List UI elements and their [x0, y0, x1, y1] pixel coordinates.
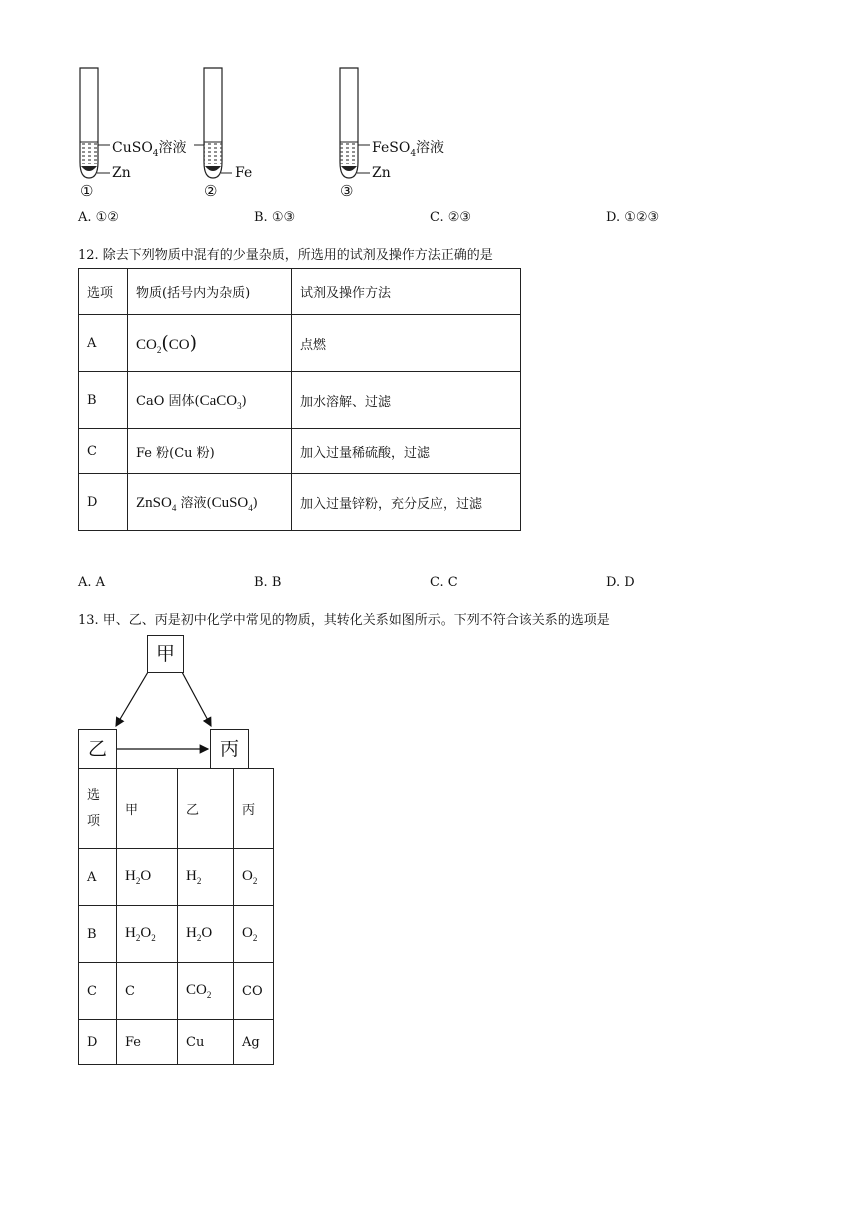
header-method: 试剂及操作方法: [292, 269, 521, 315]
table-row: [79, 429, 521, 474]
cell-bing: $O_2$: [234, 906, 274, 963]
node-bing: 丙: [210, 729, 249, 769]
cell-bing: CO: [234, 963, 274, 1020]
cell-yi: Cu: [178, 1020, 234, 1065]
q11-option-a[interactable]: A. ①②: [78, 210, 119, 225]
row-method: 加水溶解、过滤: [292, 372, 521, 429]
q11-option-b[interactable]: B. ①③: [254, 210, 296, 225]
row-option: C: [79, 429, 128, 474]
row-option: B: [79, 372, 128, 429]
row-option: A: [79, 315, 128, 372]
row-substance: Fe 粉(Cu 粉): [128, 429, 292, 474]
cell-jia: C: [117, 963, 178, 1020]
tube-2-metal-label: Fe: [235, 165, 253, 181]
table-row: [79, 474, 521, 531]
q11-option-c[interactable]: C. ②③: [430, 210, 472, 225]
table-row: [79, 963, 274, 1020]
row-substance: ZnSO$_4$ 溶液(CuSO$_4$): [128, 474, 292, 531]
table-row: [79, 315, 521, 372]
cell-bing: Ag: [234, 1020, 274, 1065]
row-substance: CaO 固体(CaCO$_3$): [128, 372, 292, 429]
test-tube-3: [340, 68, 370, 178]
table-row: [79, 1020, 274, 1065]
test-tube-1: [80, 68, 110, 178]
row-substance: $CO_2(CO)$: [128, 315, 292, 372]
q12-option-c[interactable]: C. C: [430, 575, 458, 590]
q12-table: [78, 268, 521, 531]
cell-bing: $O_2$: [234, 849, 274, 906]
tube-3-metal-label: Zn: [372, 165, 391, 181]
row-option: C: [79, 963, 117, 1020]
node-yi: 乙: [78, 729, 117, 769]
row-option: A: [79, 849, 117, 906]
header-jia: 甲: [117, 769, 178, 849]
q12-option-b[interactable]: B. B: [254, 575, 282, 590]
q12-stem: 12. 除去下列物质中混有的少量杂质，所选用的试剂及操作方法正确的是: [78, 248, 493, 263]
row-option: B: [79, 906, 117, 963]
test-tube-2: [194, 68, 232, 178]
cell-jia: Fe: [117, 1020, 178, 1065]
table-header-row: [79, 269, 521, 315]
tube-1-metal-label: Zn: [112, 165, 131, 181]
node-jia: 甲: [147, 635, 184, 673]
row-method: 加入过量稀硫酸，过滤: [292, 429, 521, 474]
row-option: D: [79, 1020, 117, 1065]
q13-table: [78, 768, 274, 1065]
header-substance: 物质(括号内为杂质): [128, 269, 292, 315]
table-row: [79, 906, 274, 963]
q13-stem: 13. 甲、乙、丙是初中化学中常见的物质，其转化关系如图所示。下列不符合该关系的选项是: [78, 613, 610, 628]
cell-jia: $H_2O$: [117, 849, 178, 906]
table-row: [79, 849, 274, 906]
row-method: 加入过量锌粉，充分反应，过滤: [292, 474, 521, 531]
tube-3-solution-label: FeSO$_4$溶液: [372, 140, 445, 159]
header-bing: 丙: [234, 769, 274, 849]
tube-1-solution-label: CuSO$_4$溶液: [112, 140, 187, 159]
cell-yi: $H_2O$: [178, 906, 234, 963]
tube-3-number: ③: [340, 182, 354, 200]
cell-yi: $CO_2$: [178, 963, 234, 1020]
tube-2-number: ②: [204, 182, 218, 200]
row-method: 点燃: [292, 315, 521, 372]
header-option: 选项: [79, 269, 128, 315]
cell-jia: $H_2O_2$: [117, 906, 178, 963]
test-tube-figure: [70, 62, 470, 202]
header-yi: 乙: [178, 769, 234, 849]
q12-option-d[interactable]: D. D: [606, 575, 635, 590]
q11-option-d[interactable]: D. ①②③: [606, 210, 660, 225]
header-option: 选 项: [79, 769, 117, 849]
table-row: [79, 372, 521, 429]
table-header-row: [79, 769, 274, 849]
row-option: D: [79, 474, 128, 531]
tube-1-number: ①: [80, 182, 94, 200]
q12-option-a[interactable]: A. A: [78, 575, 106, 590]
cell-yi: $H_2$: [178, 849, 234, 906]
